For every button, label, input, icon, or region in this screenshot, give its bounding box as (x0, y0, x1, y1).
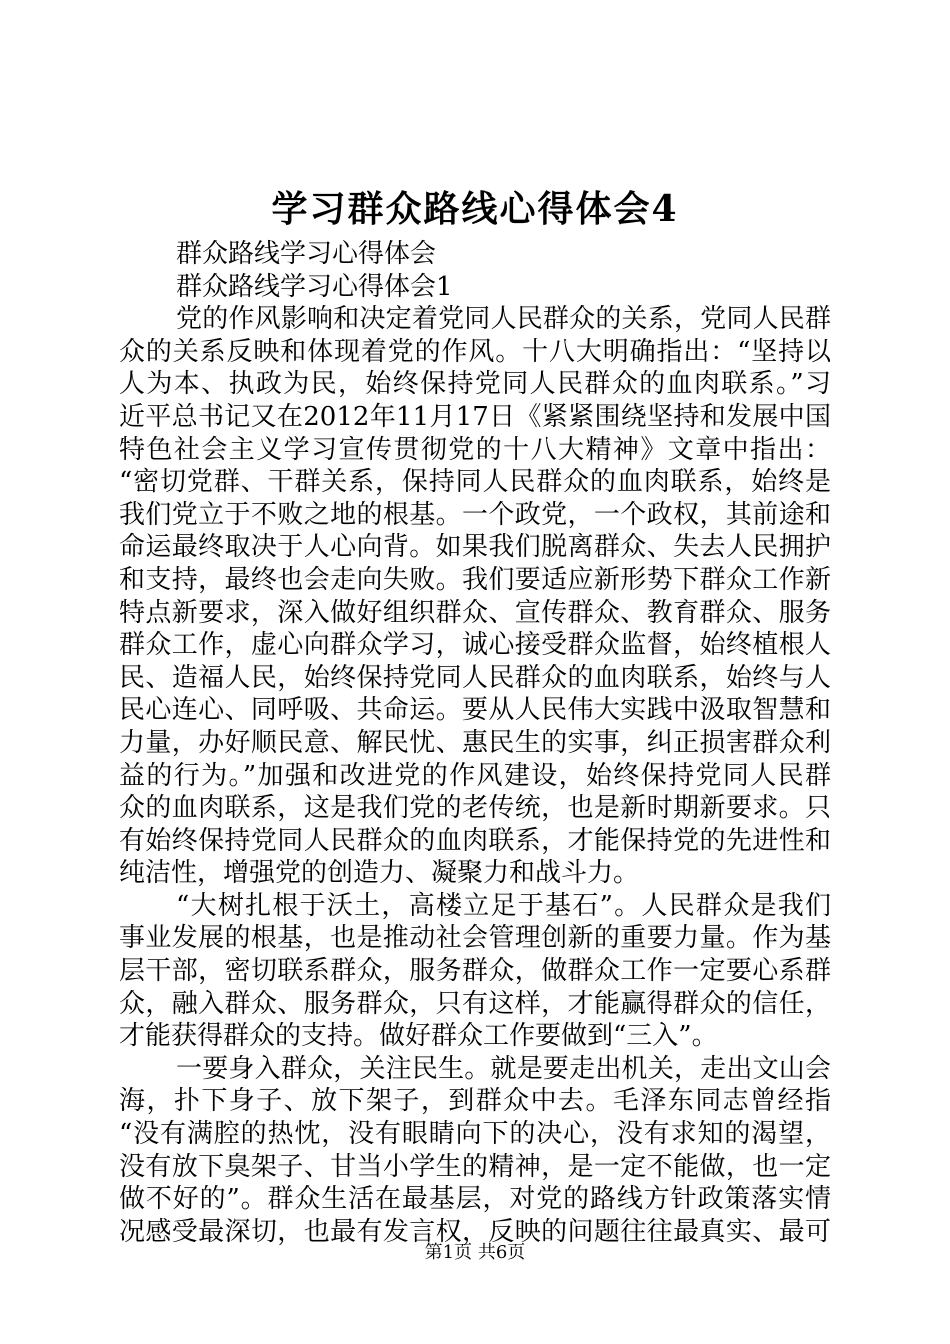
text-line: 特色社会主义学习宣传贯彻党的十八大精神》文章中指出： (119, 434, 831, 465)
text-line: 做不好的”。群众生活在最基层，对党的路线方针政策落实情 (119, 1184, 831, 1215)
text-line: 群众路线学习心得体会1 (176, 271, 453, 302)
text-line: 一要身入群众，关注民生。就是要走出机关，走出文山会 (176, 1053, 831, 1084)
text-line: “没有满腔的热忱，没有眼睛向下的决心，没有求知的渴望， (119, 1119, 831, 1150)
text-line: 人为本、执政为民，始终保持党同人民群众的血肉联系。”习 (119, 369, 831, 400)
text-line: 纯洁性，增强党的创造力、凝聚力和战斗力。 (119, 858, 640, 889)
text-line: 事业发展的根基，也是推动社会管理创新的重要力量。作为基 (119, 923, 831, 954)
text-line: “大树扎根于沃土，高楼立足于基石”。人民群众是我们 (176, 890, 831, 921)
text-line: 没有放下臭架子、甘当小学生的精神，是一定不能做，也一定 (119, 1151, 831, 1182)
text-line: 众的关系反映和体现着党的作风。十八大明确指出：“坚持以 (119, 336, 831, 367)
text-line: 民、造福人民，始终保持党同人民群众的血肉联系，始终与人 (119, 662, 831, 693)
text-line: 众，融入群众、服务群众，只有这样，才能赢得群众的信任， (119, 988, 831, 1019)
text-line: 众的血肉联系，这是我们党的老传统，也是新时期新要求。只 (119, 793, 831, 824)
text-line: 才能获得群众的支持。做好群众工作要做到“三入”。 (119, 1021, 718, 1052)
text-line: 海，扑下身子、放下架子，到群众中去。毛泽东同志曾经指 (119, 1086, 831, 1117)
text-line: 党的作风影响和决定着党同人民群众的关系，党同人民群 (176, 304, 831, 335)
page-footer: 第1页 共6页 (424, 1242, 526, 1263)
text-line: 有始终保持党同人民群众的血肉联系，才能保持党的先进性和 (119, 825, 831, 856)
text-line: 特点新要求，深入做好组织群众、宣传群众、教育群众、服务 (119, 597, 831, 628)
text-line: 益的行为。”加强和改进党的作风建设，始终保持党同人民群 (119, 760, 831, 791)
text-line: 民心连心、同呼吸、共命运。要从人民伟大实践中汲取智慧和 (119, 695, 831, 726)
text-line: 命运最终取决于人心向背。如果我们脱离群众、失去人民拥护 (119, 532, 831, 563)
text-line: 我们党立于不败之地的根基。一个政党，一个政权，其前途和 (119, 499, 831, 530)
text-line: 近平总书记又在2012年11月17日《紧紧围绕坚持和发展中国 (119, 401, 831, 432)
text-line: 层干部，密切联系群众，服务群众，做群众工作一定要心系群 (119, 956, 831, 987)
document-title: 学习群众路线心得体会4 (271, 188, 679, 230)
text-line: 况感受最深切，也最有发言权，反映的问题往往最真实、最可 (119, 1216, 831, 1247)
text-line: 群众工作，虚心向群众学习，诚心接受群众监督，始终植根人 (119, 630, 831, 661)
text-line: 群众路线学习心得体会 (176, 239, 437, 269)
text-line: “密切党群、干群关系，保持同人民群众的血肉联系，始终是 (119, 467, 831, 498)
document-body (119, 238, 831, 1248)
text-line: 力量，办好顺民意、解民忧、惠民生的实事，纠正损害群众利 (119, 727, 831, 758)
text-line: 和支持，最终也会走向失败。我们要适应新形势下群众工作新 (119, 564, 831, 595)
